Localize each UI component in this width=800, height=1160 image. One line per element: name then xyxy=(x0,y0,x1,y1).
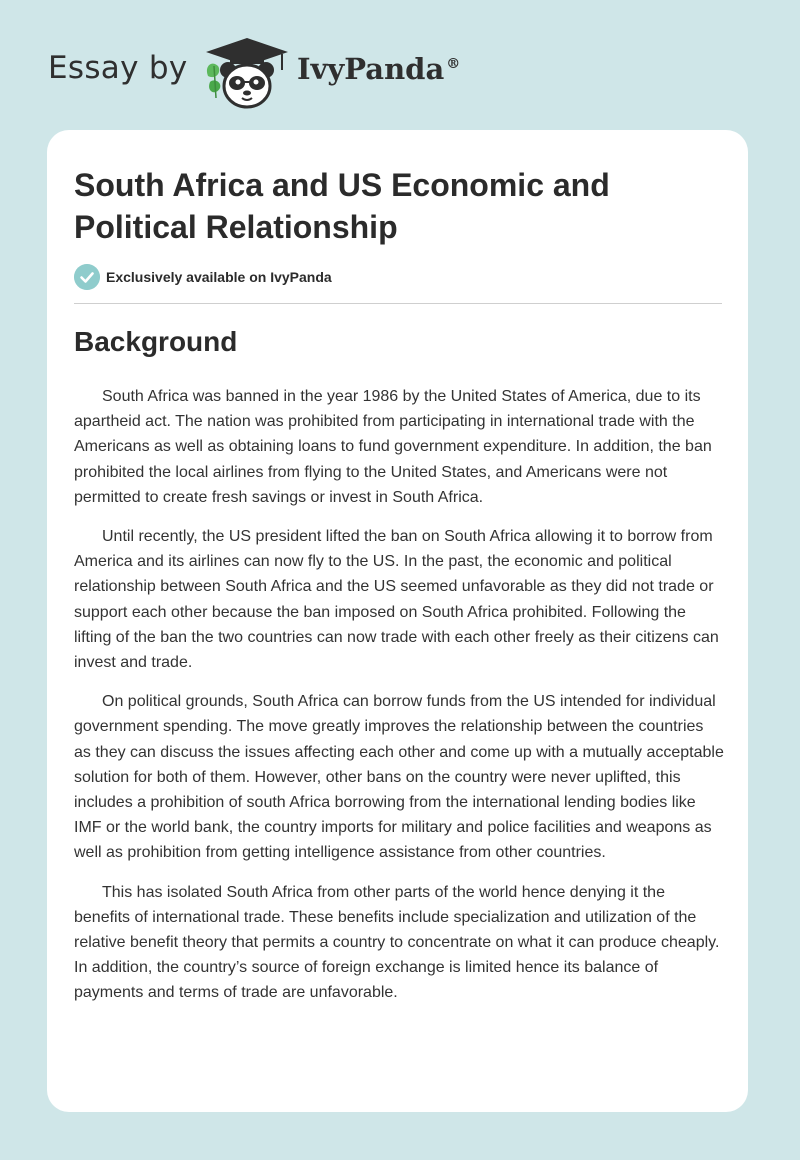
article-body xyxy=(74,384,724,1020)
registered-mark: ® xyxy=(446,56,461,73)
paragraph: This has isolated South Africa from other parts of the world hence denying it the benefits of international trade. These benefits include specialization and utilization of the relative benefit theory that permits a country to concentrate on what it can produce cheaply. In addition, the country’s source of foreign exchange is limited hence its balance of payments and terms of trade are unfavorable. xyxy=(74,883,720,1002)
paragraph: Until recently, the US president lifted the ban on South Africa allowing it to borrow from America and its airlines can now fly to the US. In the past, the economic and political relationship between South Africa and the US seemed unfavorable as they did not trade or support each other because the ban imposed on South Africa prohibited. Following the lifting of the ban the two countries can now trade with each other freely as their citizens can invest and trade. xyxy=(74,528,719,672)
panda-graduate-icon[interactable] xyxy=(202,36,292,110)
site-header xyxy=(0,0,800,130)
divider xyxy=(74,303,722,304)
badge-label: Exclusively available on IvyPanda xyxy=(106,269,332,285)
paragraph: On political grounds, South Africa can borrow funds from the US intended for individual government spending. The move greatly improves the relationship between the countries as they can discuss the issues affecting each other and come up with a mutually acceptable solution for both of them. However, other bans on the country were never uplifted, this includes a prohibition of south Africa borrowing from the international lending bodies like IMF or the world bank, the country imports for military and police facilities and weapons as well as prohibition from getting intelligence assistance from other countries. xyxy=(74,693,724,862)
page-title: South Africa and US Economic and Political Relationship xyxy=(74,167,610,245)
section-heading: Background xyxy=(74,326,238,357)
essay-card xyxy=(47,130,748,1112)
essay-by-label: Essay by xyxy=(48,50,188,86)
check-icon xyxy=(74,264,100,290)
brand-name[interactable]: IvyPanda ® xyxy=(297,52,461,86)
paragraph: South Africa was banned in the year 1986 by the United States of America, due to its apartheid act. The nation was prohibited from participating in international trade with the Americans as well as obtaining loans to fund government expenditure. In addition, the ban prohibited the local airlines from flying to the United States, and Americans were not permitted to create fresh savings or invest in South Africa. xyxy=(74,388,712,506)
